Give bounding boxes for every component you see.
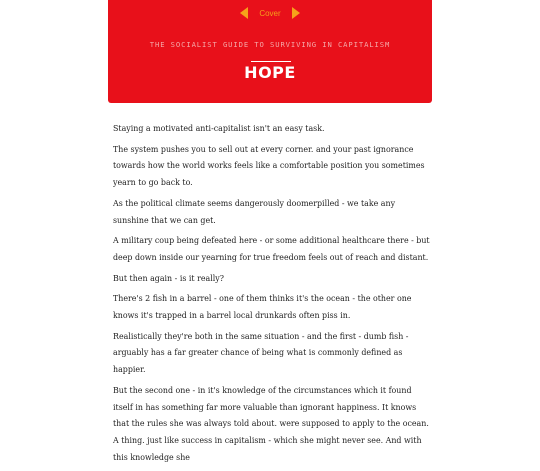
paragraph: But the second one - in it's knowledge of the circumstances which it found itself in has something far more valuable than ignorant happiness. It knows that the rules she was always told about. were supposed to apply to the ocean. A thing. just like success in capitalism - which she might never see. And with this knowledge she	[113, 385, 429, 462]
next-arrow-icon[interactable]	[292, 7, 300, 19]
paragraph: The system pushes you to sell out at every corner. and your past ignorance towards how the world works feels like a comfortable position you sometimes yearn to go back to.	[113, 144, 425, 188]
title-divider	[251, 61, 291, 62]
chapter-title: HOPE	[244, 63, 296, 82]
nav-cover-link[interactable]: Cover	[259, 8, 281, 18]
paragraph: But then again - is it really?	[113, 273, 224, 283]
chapter-header	[108, 0, 432, 103]
book-subtitle: THE SOCIALIST GUIDE TO SURVIVING IN CAPITALISM	[149, 40, 391, 49]
article-body	[113, 121, 431, 471]
paragraph: Realistically they're both in the same situation - and the first - dumb fish - arguably has a far greater chance of being what is commonly defined as happier.	[113, 331, 409, 375]
paragraph: There's 2 fish in a barrel - one of them thinks it's the ocean - the other one knows it's trapped in a barrel local drunkards often piss in.	[113, 294, 412, 320]
prev-arrow-icon[interactable]	[240, 7, 248, 19]
paragraph: As the political climate seems dangerously doomerpilled - we take any sunshine that we can get.	[113, 198, 396, 225]
paragraph: A military coup being defeated here - or some additional healthcare there - but deep down inside our yearning for true freedom feels out of reach and distant.	[113, 236, 430, 262]
chapter-nav	[108, 5, 432, 21]
paragraph: Staying a motivated anti-capitalist isn't an easy task.	[113, 124, 325, 133]
